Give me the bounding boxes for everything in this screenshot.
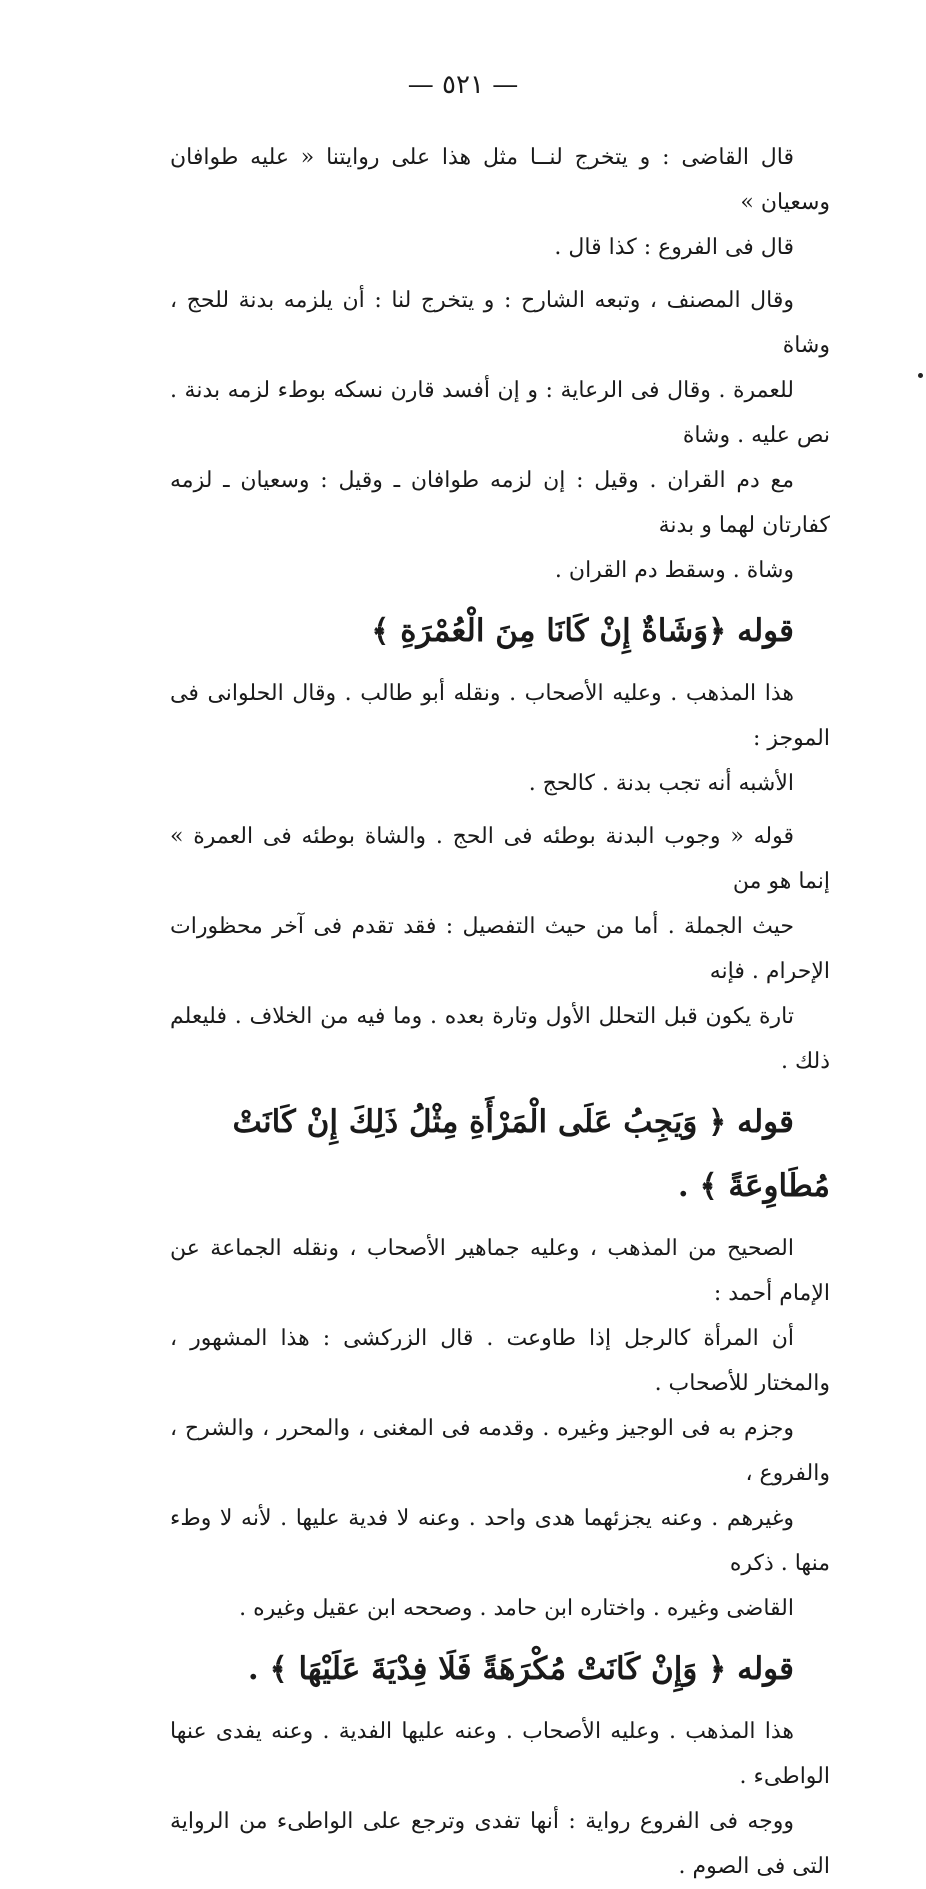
text-line: وغيرهم . وعنه يجزئهما هدى واحد . وعنه لا فدية عليها . لأنه لا وطء منها . ذكره [170,1506,830,1576]
paragraph [170,814,830,1084]
text-line: أن المرأة كالرجل إذا طاوعت . قال الزركشى : هذا المشهور ، والمختار للأصحاب . [170,1326,830,1396]
text-line: للعمرة . وقال فى الرعاية : و إن أفسد قارن نسكه بوطء لزمه بدنة . نص عليه . وشاة [170,378,830,448]
text-line: الصحيح من المذهب ، وعليه جماهير الأصحاب ، ونقله الجماعة عن الإمام أحمد : [170,1236,830,1306]
text-line: تارة يكون قبل التحلل الأول وتارة بعده . وما فيه من الخلاف . فليعلم ذلك . [170,1004,830,1074]
text-line: وشاة . وسقط دم القران . [554,558,794,583]
text-line: وقال المصنف ، وتبعه الشارح : و يتخرج لنا : أن يلزمه بدنة للحج ، وشاة [170,288,830,358]
paragraph [170,1226,830,1631]
text-line: هذا المذهب . وعليه الأصحاب . وعنه عليها الفدية . وعنه يفدى عنها الواطىء . [170,1719,830,1789]
section-heading: قوله ﴿ وَيَجِبُ عَلَى الْمَرْأَةِ مِثْلُ ذَلِكَ إِنْ كَانَتْ مُطَاوِعَةً ﴾ . [232,1104,830,1204]
text-line: حيث الجملة . أما من حيث التفصيل : فقد تقدم فى آخر محظورات الإحرام . فإنه [170,914,830,984]
text-line: القاضى وغيره . واختاره ابن حامد . وصححه ابن عقيل وغيره . [239,1596,794,1621]
paragraph [170,671,830,806]
paragraph [170,1709,830,1889]
paragraph [170,135,830,270]
text-line: قال القاضى : و يتخرج لنــا مثل هذا على روايتنا « عليه طوافان وسعيان » [170,145,830,215]
text-line: ووجه فى الفروع رواية : أنها تفدى وترجع على الواطىء من الرواية التى فى الصوم . [170,1809,830,1879]
text-line: وجزم به فى الوجيز وغيره . وقدمه فى المغنى ، والمحرر ، والشرح ، والفروع ، [170,1416,830,1486]
margin-mark [918,373,923,378]
text-line: قال فى الفروع : كذا قال . [554,235,794,260]
text-line: قوله « وجوب البدنة بوطئه فى الحج . والشاة بوطئه فى العمرة » إنما هو من [170,824,830,894]
section-heading: قوله ﴿ وَإِنْ كَانَتْ مُكْرَهَةً فَلَا فِدْيَةَ عَلَيْهَا ﴾ . [247,1651,794,1687]
text-line: الأشبه أنه تجب بدنة . كالحج . [528,771,794,796]
paragraph [170,278,830,593]
page-number: — ٥٢١ — [407,70,519,100]
page-body [170,135,830,1889]
section-heading: قوله ﴿وَشَاةٌ إِنْ كَانَا مِنَ الْعُمْرَةِ ﴾ [371,613,794,649]
text-line: هذا المذهب . وعليه الأصحاب . ونقله أبو طالب . وقال الحلوانى فى الموجز : [170,681,830,751]
text-line: مع دم القران . وقيل : إن لزمه طوافان ـ وقيل : وسعيان ـ لزمه كفارتان لهما و بدنة [170,468,830,538]
